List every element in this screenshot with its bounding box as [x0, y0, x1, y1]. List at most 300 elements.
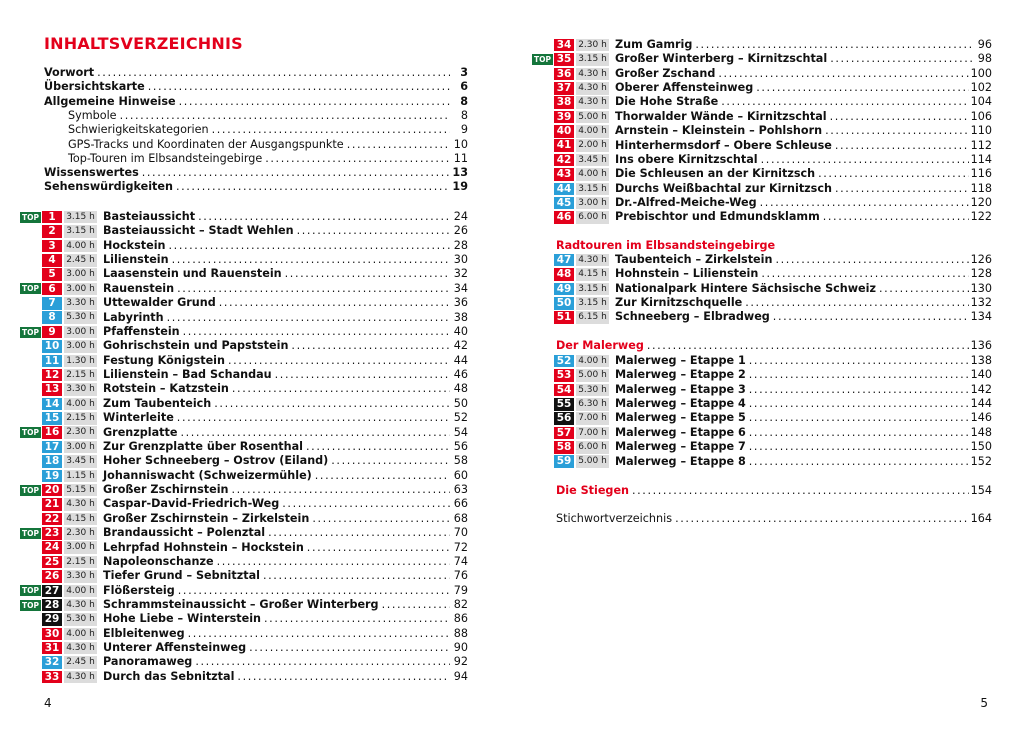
tour-entry[interactable] — [532, 411, 992, 425]
tour-title: Durchs Weißbachtal zur Kirnitzsch — [615, 181, 832, 195]
dot-leader — [180, 426, 450, 440]
tour-title: Zum Gamrig — [615, 38, 693, 51]
tour-number-badge: 47 — [554, 254, 574, 267]
page-ref: 128 — [970, 267, 992, 281]
tour-number-badge: 45 — [554, 197, 574, 210]
dot-leader — [830, 110, 969, 124]
page-ref: 120 — [970, 196, 992, 210]
tour-number-badge: 18 — [42, 455, 62, 468]
tour-duration: 4.15 h — [64, 513, 97, 526]
tour-entry[interactable] — [20, 512, 468, 526]
tour-number-badge: 59 — [554, 455, 574, 468]
tour-number-badge: 33 — [42, 671, 62, 684]
page-ref: 30 — [453, 253, 468, 267]
tour-entry[interactable] — [20, 655, 468, 669]
page-ref: 122 — [970, 210, 992, 224]
dot-leader — [297, 224, 450, 238]
tour-number-badge: 58 — [554, 441, 574, 454]
tour-title: Lilienstein — [103, 253, 169, 267]
tour-number-badge: 30 — [42, 628, 62, 641]
top-slot — [20, 212, 42, 223]
tour-entry[interactable] — [20, 354, 468, 368]
tour-entry[interactable] — [20, 411, 468, 425]
page-ref: 106 — [970, 109, 992, 123]
tour-entry[interactable] — [20, 612, 468, 626]
tour-entry[interactable] — [20, 627, 468, 641]
dot-leader — [228, 354, 450, 368]
tour-entry[interactable] — [20, 584, 468, 598]
page-ref: 116 — [970, 167, 992, 181]
dot-leader — [177, 411, 450, 425]
tour-number-badge: 4 — [42, 254, 62, 267]
tour-title: Hockstein — [103, 238, 166, 252]
tour-title: Malerweg – Etappe 7 — [615, 440, 746, 454]
tour-title: Schrammsteinaussicht – Großer Winterberg — [103, 597, 379, 611]
dot-leader — [760, 196, 969, 210]
dot-leader — [97, 66, 450, 80]
tour-entry[interactable] — [532, 310, 992, 324]
tour-duration: 4.15 h — [576, 268, 609, 281]
page-ref: 8 — [460, 94, 468, 108]
toc-entry-title: Sehenswürdigkeiten — [44, 180, 173, 194]
tour-duration: 3.00 h — [64, 441, 97, 454]
tour-entry[interactable] — [532, 167, 992, 181]
tour-entry[interactable] — [20, 483, 468, 497]
tour-number-badge: 24 — [42, 541, 62, 554]
top-slot — [20, 485, 42, 496]
top-slot — [20, 283, 42, 294]
toc-entry[interactable] — [44, 180, 468, 194]
page-ref: 72 — [453, 540, 468, 554]
dot-leader — [148, 80, 450, 94]
dot-leader — [382, 598, 450, 612]
tour-entry[interactable] — [532, 426, 992, 440]
tour-duration: 4.30 h — [64, 599, 97, 612]
dot-leader — [745, 296, 968, 310]
dot-leader — [775, 253, 968, 267]
tour-duration: 6.00 h — [576, 441, 609, 454]
tour-title: Durch das Sebnitztal — [103, 669, 235, 683]
tour-number-badge: 12 — [42, 369, 62, 382]
dot-leader — [749, 411, 969, 425]
toc-entry-title: Symbole — [68, 108, 117, 122]
tour-entry[interactable] — [532, 282, 992, 296]
dot-leader — [695, 38, 974, 52]
tour-entry[interactable] — [20, 497, 468, 511]
tour-entry[interactable] — [20, 541, 468, 555]
tour-entry[interactable] — [532, 67, 992, 81]
page-ref: 24 — [453, 210, 468, 223]
tour-duration: 3.15 h — [576, 53, 609, 66]
toc-entry[interactable] — [44, 109, 468, 123]
toc-entry-title: Allgemeine Hinweise — [44, 94, 176, 108]
tour-entry[interactable] — [20, 239, 468, 253]
page-ref: 76 — [453, 569, 468, 583]
tour-entry[interactable] — [20, 368, 468, 382]
tour-number-badge: 48 — [554, 268, 574, 281]
page-ref: 136 — [970, 339, 992, 352]
tour-entry[interactable] — [532, 397, 992, 411]
page-ref: 66 — [453, 497, 468, 511]
tour-title: Thorwalder Wände – Kirnitzschtal — [615, 109, 827, 123]
tour-duration: 3.15 h — [576, 183, 609, 196]
tour-title: Festung Königstein — [103, 353, 225, 367]
tour-duration: 6.15 h — [576, 311, 609, 324]
dot-leader — [285, 267, 450, 281]
tour-number-badge: 3 — [42, 240, 62, 253]
dot-leader — [265, 152, 450, 166]
dot-leader — [263, 569, 450, 583]
tour-entry[interactable] — [20, 555, 468, 569]
tour-entry[interactable] — [532, 253, 992, 267]
toc-entry[interactable] — [44, 80, 468, 94]
tour-title: Unterer Affensteinweg — [103, 641, 247, 655]
tour-title: Nationalpark Hintere Sächsische Schweiz — [615, 281, 876, 295]
tour-title: Lilienstein – Bad Schandau — [103, 368, 272, 382]
tour-entry[interactable] — [20, 296, 468, 310]
dot-leader — [275, 368, 450, 382]
tour-title: Laasenstein und Rauenstein — [103, 267, 282, 281]
tour-duration: 3.45 h — [576, 154, 609, 167]
tour-duration: 2.30 h — [64, 426, 97, 439]
dot-leader — [632, 484, 969, 498]
tour-number-badge: 32 — [42, 656, 62, 669]
page-ref: 52 — [453, 411, 468, 425]
toc-entry[interactable] — [44, 166, 468, 180]
tour-duration: 2.45 h — [64, 656, 97, 669]
page-ref: 126 — [970, 253, 992, 266]
tour-duration: 4.30 h — [576, 82, 609, 95]
tour-entry[interactable] — [532, 296, 992, 310]
section-stiegen[interactable] — [556, 484, 992, 498]
page-ref: 11 — [453, 151, 468, 165]
top-slot — [20, 327, 42, 338]
page-ref: 70 — [453, 526, 468, 540]
tour-duration: 3.30 h — [64, 570, 97, 583]
section-title-stiegen: Die Stiegen — [556, 484, 629, 497]
tour-number-badge: 54 — [554, 384, 574, 397]
page-ref: 50 — [453, 396, 468, 410]
tour-number-badge: 23 — [42, 527, 62, 540]
tour-number-badge: 34 — [554, 39, 574, 52]
tour-entry[interactable] — [532, 455, 992, 469]
toc-entry-title: Wissenswertes — [44, 166, 139, 180]
dot-leader — [749, 383, 969, 397]
page-ref: 100 — [970, 66, 992, 80]
dot-leader — [232, 382, 450, 396]
tour-duration: 4.30 h — [64, 498, 97, 511]
tour-title: Zur Kirnitzschquelle — [615, 296, 743, 310]
tour-number-badge: 56 — [554, 412, 574, 425]
tour-entry[interactable] — [532, 383, 992, 397]
dot-leader — [179, 95, 450, 109]
tour-number-badge: 26 — [42, 570, 62, 583]
dot-leader — [721, 95, 968, 109]
page-ref: 114 — [970, 152, 992, 166]
tour-duration: 3.15 h — [64, 211, 97, 224]
tour-duration: 2.45 h — [64, 254, 97, 267]
tour-number-badge: 29 — [42, 613, 62, 626]
tour-entry[interactable] — [20, 397, 468, 411]
tour-duration: 2.30 h — [576, 39, 609, 52]
tour-entry[interactable] — [20, 670, 468, 684]
tour-title: Großer Zschirnstein – Zirkelstein — [103, 511, 310, 525]
page-ref: 42 — [453, 339, 468, 353]
tour-duration: 3.15 h — [576, 283, 609, 296]
tour-title: Caspar-David-Friedrich-Weg — [103, 497, 280, 511]
dot-leader — [347, 138, 450, 152]
tour-title: Brandaussicht – Polenztal — [103, 526, 266, 540]
page-ref: 82 — [453, 597, 468, 611]
tour-duration: 5.30 h — [64, 613, 97, 626]
tour-number-badge: 8 — [42, 311, 62, 324]
page-ref: 46 — [453, 368, 468, 382]
toc-entry[interactable] — [44, 123, 468, 137]
page-ref: 150 — [970, 440, 992, 454]
tour-entry[interactable] — [20, 641, 468, 655]
top-slot — [532, 54, 554, 65]
tour-number-badge: 38 — [554, 96, 574, 109]
dot-leader — [198, 210, 450, 224]
page-ref: 10 — [453, 137, 468, 151]
tour-entry[interactable] — [532, 153, 992, 167]
tour-number-badge: 35 — [554, 53, 574, 66]
tour-number-badge: 37 — [554, 82, 574, 95]
tour-title: Johanniswacht (Schweizermühle) — [103, 468, 312, 482]
dot-leader — [268, 526, 450, 540]
tour-number-badge: 31 — [42, 642, 62, 655]
tour-entry[interactable] — [532, 354, 992, 368]
tour-entry[interactable] — [20, 426, 468, 440]
tour-title: Dr.-Alfred-Meiche-Weg — [615, 196, 757, 210]
dot-leader — [749, 354, 969, 368]
tour-number-badge: 14 — [42, 398, 62, 411]
tour-number-badge: 51 — [554, 311, 574, 324]
dot-leader — [879, 282, 969, 296]
tour-entry[interactable] — [20, 224, 468, 238]
dot-leader — [756, 81, 968, 95]
dot-leader — [212, 123, 450, 137]
tour-title: Elbleitenweg — [103, 626, 185, 640]
page-ref: 40 — [453, 324, 468, 338]
tour-entry[interactable] — [532, 124, 992, 138]
page-title: INHALTSVERZEICHNIS — [44, 34, 243, 53]
tour-duration: 1.15 h — [64, 470, 97, 483]
tour-title: Labyrinth — [103, 310, 164, 324]
tour-number-badge: 36 — [554, 68, 574, 81]
tour-duration: 4.30 h — [64, 671, 97, 684]
tour-title: Arnstein – Kleinstein – Pohlshorn — [615, 124, 823, 138]
dot-leader — [749, 368, 969, 382]
tour-title: Malerweg – Etappe 3 — [615, 382, 746, 396]
tour-duration: 4.00 h — [64, 628, 97, 641]
tour-entry[interactable] — [20, 598, 468, 612]
tour-entry[interactable] — [532, 110, 992, 124]
page-ref: 3 — [460, 66, 468, 79]
tour-number-badge: 55 — [554, 398, 574, 411]
tour-number-badge: 53 — [554, 369, 574, 382]
page-ref: 154 — [970, 484, 992, 497]
tour-duration: 5.15 h — [64, 484, 97, 497]
tour-entry[interactable] — [532, 182, 992, 196]
tour-entry[interactable] — [532, 52, 992, 66]
tour-entry[interactable] — [532, 38, 992, 52]
tour-title: Malerweg – Etappe 2 — [615, 368, 746, 382]
tour-entry[interactable] — [20, 267, 468, 281]
tour-number-badge: 46 — [554, 211, 574, 224]
tour-number-badge: 19 — [42, 470, 62, 483]
tour-number-badge: 40 — [554, 125, 574, 138]
dot-leader — [183, 325, 450, 339]
tour-title: Basteiaussicht – Stadt Wehlen — [103, 224, 294, 238]
tour-title: Großer Winterberg – Kirnitzschtal — [615, 52, 828, 66]
tour-entry[interactable] — [532, 267, 992, 281]
page-ref: 36 — [453, 296, 468, 310]
section-malerweg[interactable] — [556, 339, 992, 353]
tour-entry[interactable] — [532, 368, 992, 382]
page-ref: 134 — [970, 310, 992, 324]
page-ref: 112 — [970, 138, 992, 152]
tour-number-badge: 16 — [42, 426, 62, 439]
tour-duration: 6.30 h — [576, 398, 609, 411]
tour-entry[interactable] — [20, 253, 468, 267]
dot-leader — [282, 497, 450, 511]
tour-title: Die Schleusen an der Kirnitzsch — [615, 167, 816, 181]
dot-leader — [306, 440, 450, 454]
top-slot — [20, 600, 42, 611]
tour-duration: 4.30 h — [576, 68, 609, 81]
toc-entry[interactable] — [44, 152, 468, 166]
tour-title: Flößersteig — [103, 583, 175, 597]
tour-title: Taubenteich – Zirkelstein — [615, 253, 773, 266]
tour-number-badge: 44 — [554, 183, 574, 196]
tour-entry[interactable] — [532, 81, 992, 95]
tour-entry[interactable] — [532, 139, 992, 153]
section-title-malerweg: Der Malerweg — [556, 339, 644, 352]
tour-entry[interactable] — [20, 325, 468, 339]
tour-number-badge: 57 — [554, 427, 574, 440]
dot-leader — [120, 109, 450, 123]
tour-entry[interactable] — [20, 282, 468, 296]
dot-leader — [195, 655, 450, 669]
page-ref: 19 — [452, 180, 468, 194]
page-ref: 6 — [460, 80, 468, 94]
tour-title: Uttewalder Grund — [103, 296, 216, 310]
dot-leader — [718, 67, 968, 81]
top-badge: TOP — [534, 55, 551, 64]
tour-number-badge: 25 — [42, 556, 62, 569]
page-ref: 138 — [970, 354, 992, 367]
dot-leader — [167, 311, 450, 325]
page-ref: 13 — [452, 166, 468, 180]
dot-leader — [315, 469, 450, 483]
page-ref: 140 — [970, 368, 992, 382]
tour-number-badge: 1 — [42, 211, 62, 224]
page-ref: 96 — [977, 38, 992, 51]
tour-entry[interactable] — [20, 382, 468, 396]
tour-entry[interactable] — [20, 440, 468, 454]
tour-entry[interactable] — [20, 569, 468, 583]
tour-title: Rauenstein — [103, 281, 175, 295]
tour-entry[interactable] — [532, 440, 992, 454]
toc-entry[interactable] — [44, 95, 468, 109]
tour-duration: 3.00 h — [64, 326, 97, 339]
page-ref: 132 — [970, 296, 992, 310]
top-slot — [20, 528, 42, 539]
tour-duration: 4.00 h — [576, 125, 609, 138]
tour-number-badge: 39 — [554, 111, 574, 124]
dot-leader — [172, 253, 450, 267]
toc-entry[interactable] — [44, 66, 468, 80]
tour-title: Malerweg – Etappe 4 — [615, 397, 746, 411]
dot-leader — [188, 627, 450, 641]
toc-entry[interactable] — [44, 138, 468, 152]
tour-title: Malerweg – Etappe 5 — [615, 411, 746, 425]
tour-number-badge: 11 — [42, 355, 62, 368]
tour-number-badge: 5 — [42, 268, 62, 281]
tour-entry[interactable] — [532, 210, 992, 224]
dot-leader — [291, 339, 450, 353]
page-ref: 63 — [453, 483, 468, 497]
tour-title: Hinterhermsdorf – Obere Schleuse — [615, 138, 832, 152]
dot-leader — [749, 440, 969, 454]
page-ref: 79 — [453, 583, 468, 597]
toc-entry-title: Übersichtskarte — [44, 80, 145, 94]
tour-duration: 2.15 h — [64, 369, 97, 382]
dot-leader — [773, 310, 969, 324]
page-ref: 56 — [453, 439, 468, 453]
section-title-radtouren: Radtouren im Elbsandsteingebirge — [556, 239, 776, 252]
tour-entry[interactable] — [20, 210, 468, 224]
tour-title: Zum Taubenteich — [103, 396, 212, 410]
page-ref: 88 — [453, 626, 468, 640]
tour-title: Die Hohe Straße — [615, 95, 719, 109]
tour-entry[interactable] — [532, 196, 992, 210]
dot-leader — [825, 124, 969, 138]
dot-leader — [835, 182, 969, 196]
tour-title: Pfaffenstein — [103, 324, 180, 338]
dot-leader — [176, 180, 450, 194]
tour-title: Ins obere Kirnitzschtal — [615, 152, 758, 166]
tour-entry[interactable] — [20, 454, 468, 468]
tour-entry[interactable] — [20, 469, 468, 483]
top-badge: TOP — [22, 284, 39, 294]
index-entry[interactable] — [556, 512, 992, 526]
tour-duration: 4.00 h — [64, 585, 97, 598]
tour-title: Basteiaussicht — [103, 210, 196, 223]
tour-title: Tiefer Grund – Sebnitztal — [103, 569, 260, 583]
tour-duration: 4.00 h — [64, 240, 97, 253]
tour-entry[interactable] — [20, 311, 468, 325]
tour-number-badge: 41 — [554, 139, 574, 152]
page-ref: 68 — [453, 511, 468, 525]
tour-duration: 3.00 h — [576, 197, 609, 210]
tour-entry[interactable] — [532, 95, 992, 109]
tour-title: Großer Zschirnstein — [103, 483, 229, 497]
tour-number-badge: 9 — [42, 326, 62, 339]
top-slot — [20, 427, 42, 438]
dot-leader — [830, 52, 974, 66]
tour-duration: 6.00 h — [576, 211, 609, 224]
tour-entry[interactable] — [20, 526, 468, 540]
page-ref: 34 — [453, 281, 468, 295]
tour-entry[interactable] — [20, 339, 468, 353]
tour-title: Malerweg – Etappe 6 — [615, 425, 746, 439]
page-ref: 146 — [970, 411, 992, 425]
top-badge: TOP — [22, 528, 39, 538]
page-ref: 86 — [453, 612, 468, 626]
tour-duration: 2.30 h — [64, 527, 97, 540]
